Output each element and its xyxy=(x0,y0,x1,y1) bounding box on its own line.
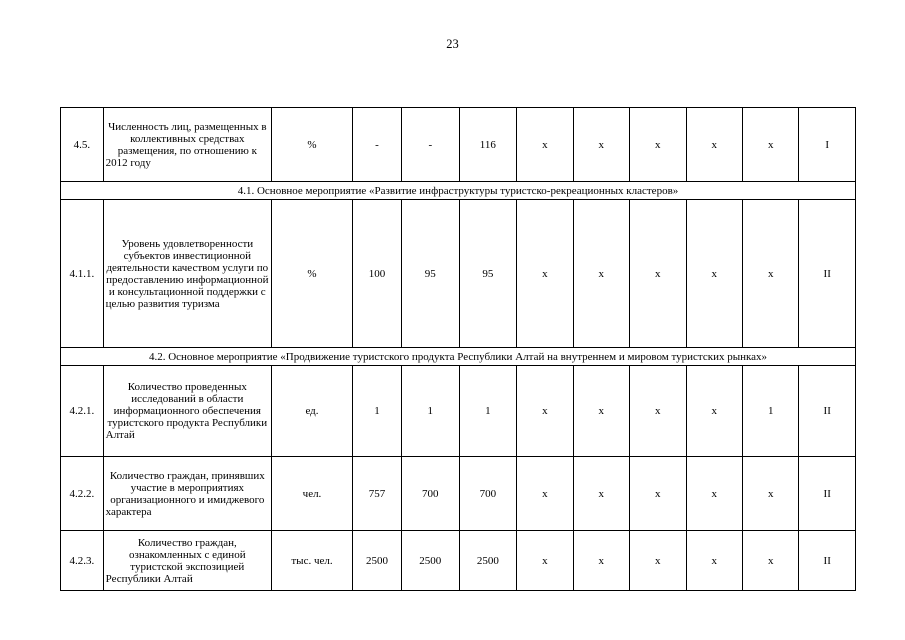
value-cell: 700 xyxy=(402,457,460,531)
value-cell: 1 xyxy=(402,366,460,457)
value-cell: x xyxy=(630,200,686,348)
indicators-table xyxy=(60,107,856,591)
section-title: 4.1. Основное мероприятие «Развитие инфраструктуры туристско-рекреационных кластеров» xyxy=(61,182,856,200)
indicator-name: Численность лиц, размещенных в коллективных средствах размещения, по отношению к 2012 году xyxy=(103,108,271,182)
indicator-name: Количество граждан, ознакомленных с единой туристской экспозицией Республики Алтай xyxy=(103,531,271,591)
value-cell: 757 xyxy=(352,457,401,531)
group-cell: II xyxy=(799,531,856,591)
value-cell: x xyxy=(573,108,629,182)
value-cell: x xyxy=(517,457,573,531)
row-number: 4.2.3. xyxy=(61,531,104,591)
indicator-name: Количество граждан, принявших участие в мероприятиях организационного и имиджевого характера xyxy=(103,457,271,531)
row-number: 4.2.2. xyxy=(61,457,104,531)
value-cell: 2500 xyxy=(352,531,401,591)
indicator-name: Уровень удовлетворенности субъектов инвестиционной деятельности качеством услуги по предоставлению информационной и консультационной поддержки с целью развития туризма xyxy=(103,200,271,348)
value-cell: x xyxy=(630,366,686,457)
value-cell: 116 xyxy=(459,108,517,182)
value-cell: x xyxy=(630,531,686,591)
value-cell: 95 xyxy=(402,200,460,348)
value-cell: x xyxy=(573,200,629,348)
value-cell: x xyxy=(686,108,742,182)
value-cell: 700 xyxy=(459,457,517,531)
section-title: 4.2. Основное мероприятие «Продвижение туристского продукта Республики Алтай на внутреннем и мировом туристских рынках» xyxy=(61,348,856,366)
page-number: 23 xyxy=(446,37,459,51)
table-row xyxy=(61,108,856,182)
table-row xyxy=(61,457,856,531)
row-number: 4.2.1. xyxy=(61,366,104,457)
table-row xyxy=(61,366,856,457)
section-row xyxy=(61,182,856,200)
value-cell: x xyxy=(517,200,573,348)
value-cell: x xyxy=(573,366,629,457)
group-cell: I xyxy=(799,108,856,182)
value-cell: x xyxy=(573,531,629,591)
value-cell: x xyxy=(686,531,742,591)
row-number: 4.5. xyxy=(61,108,104,182)
unit-cell: ед. xyxy=(272,366,353,457)
value-cell: x xyxy=(686,457,742,531)
unit-cell: % xyxy=(272,200,353,348)
table-row xyxy=(61,200,856,348)
value-cell: x xyxy=(742,200,798,348)
value-cell: 95 xyxy=(459,200,517,348)
value-cell: x xyxy=(573,457,629,531)
value-cell: x xyxy=(742,531,798,591)
unit-cell: тыс. чел. xyxy=(272,531,353,591)
unit-cell: % xyxy=(272,108,353,182)
value-cell: x xyxy=(517,108,573,182)
unit-cell: чел. xyxy=(272,457,353,531)
row-number: 4.1.1. xyxy=(61,200,104,348)
indicator-name: Количество проведенных исследований в области информационного обеспечения туристского продукта Республики Алтай xyxy=(103,366,271,457)
section-row xyxy=(61,348,856,366)
value-cell: x xyxy=(742,457,798,531)
value-cell: 2500 xyxy=(459,531,517,591)
value-cell: 1 xyxy=(352,366,401,457)
value-cell: x xyxy=(517,366,573,457)
group-cell: II xyxy=(799,366,856,457)
value-cell: x xyxy=(686,366,742,457)
group-cell: II xyxy=(799,200,856,348)
table-row xyxy=(61,531,856,591)
value-cell: x xyxy=(630,108,686,182)
value-cell: x xyxy=(686,200,742,348)
value-cell: x xyxy=(630,457,686,531)
value-cell: 1 xyxy=(742,366,798,457)
group-cell: II xyxy=(799,457,856,531)
value-cell: 2500 xyxy=(402,531,460,591)
value-cell: - xyxy=(352,108,401,182)
value-cell: 1 xyxy=(459,366,517,457)
value-cell: x xyxy=(742,108,798,182)
value-cell: - xyxy=(402,108,460,182)
value-cell: x xyxy=(517,531,573,591)
value-cell: 100 xyxy=(352,200,401,348)
